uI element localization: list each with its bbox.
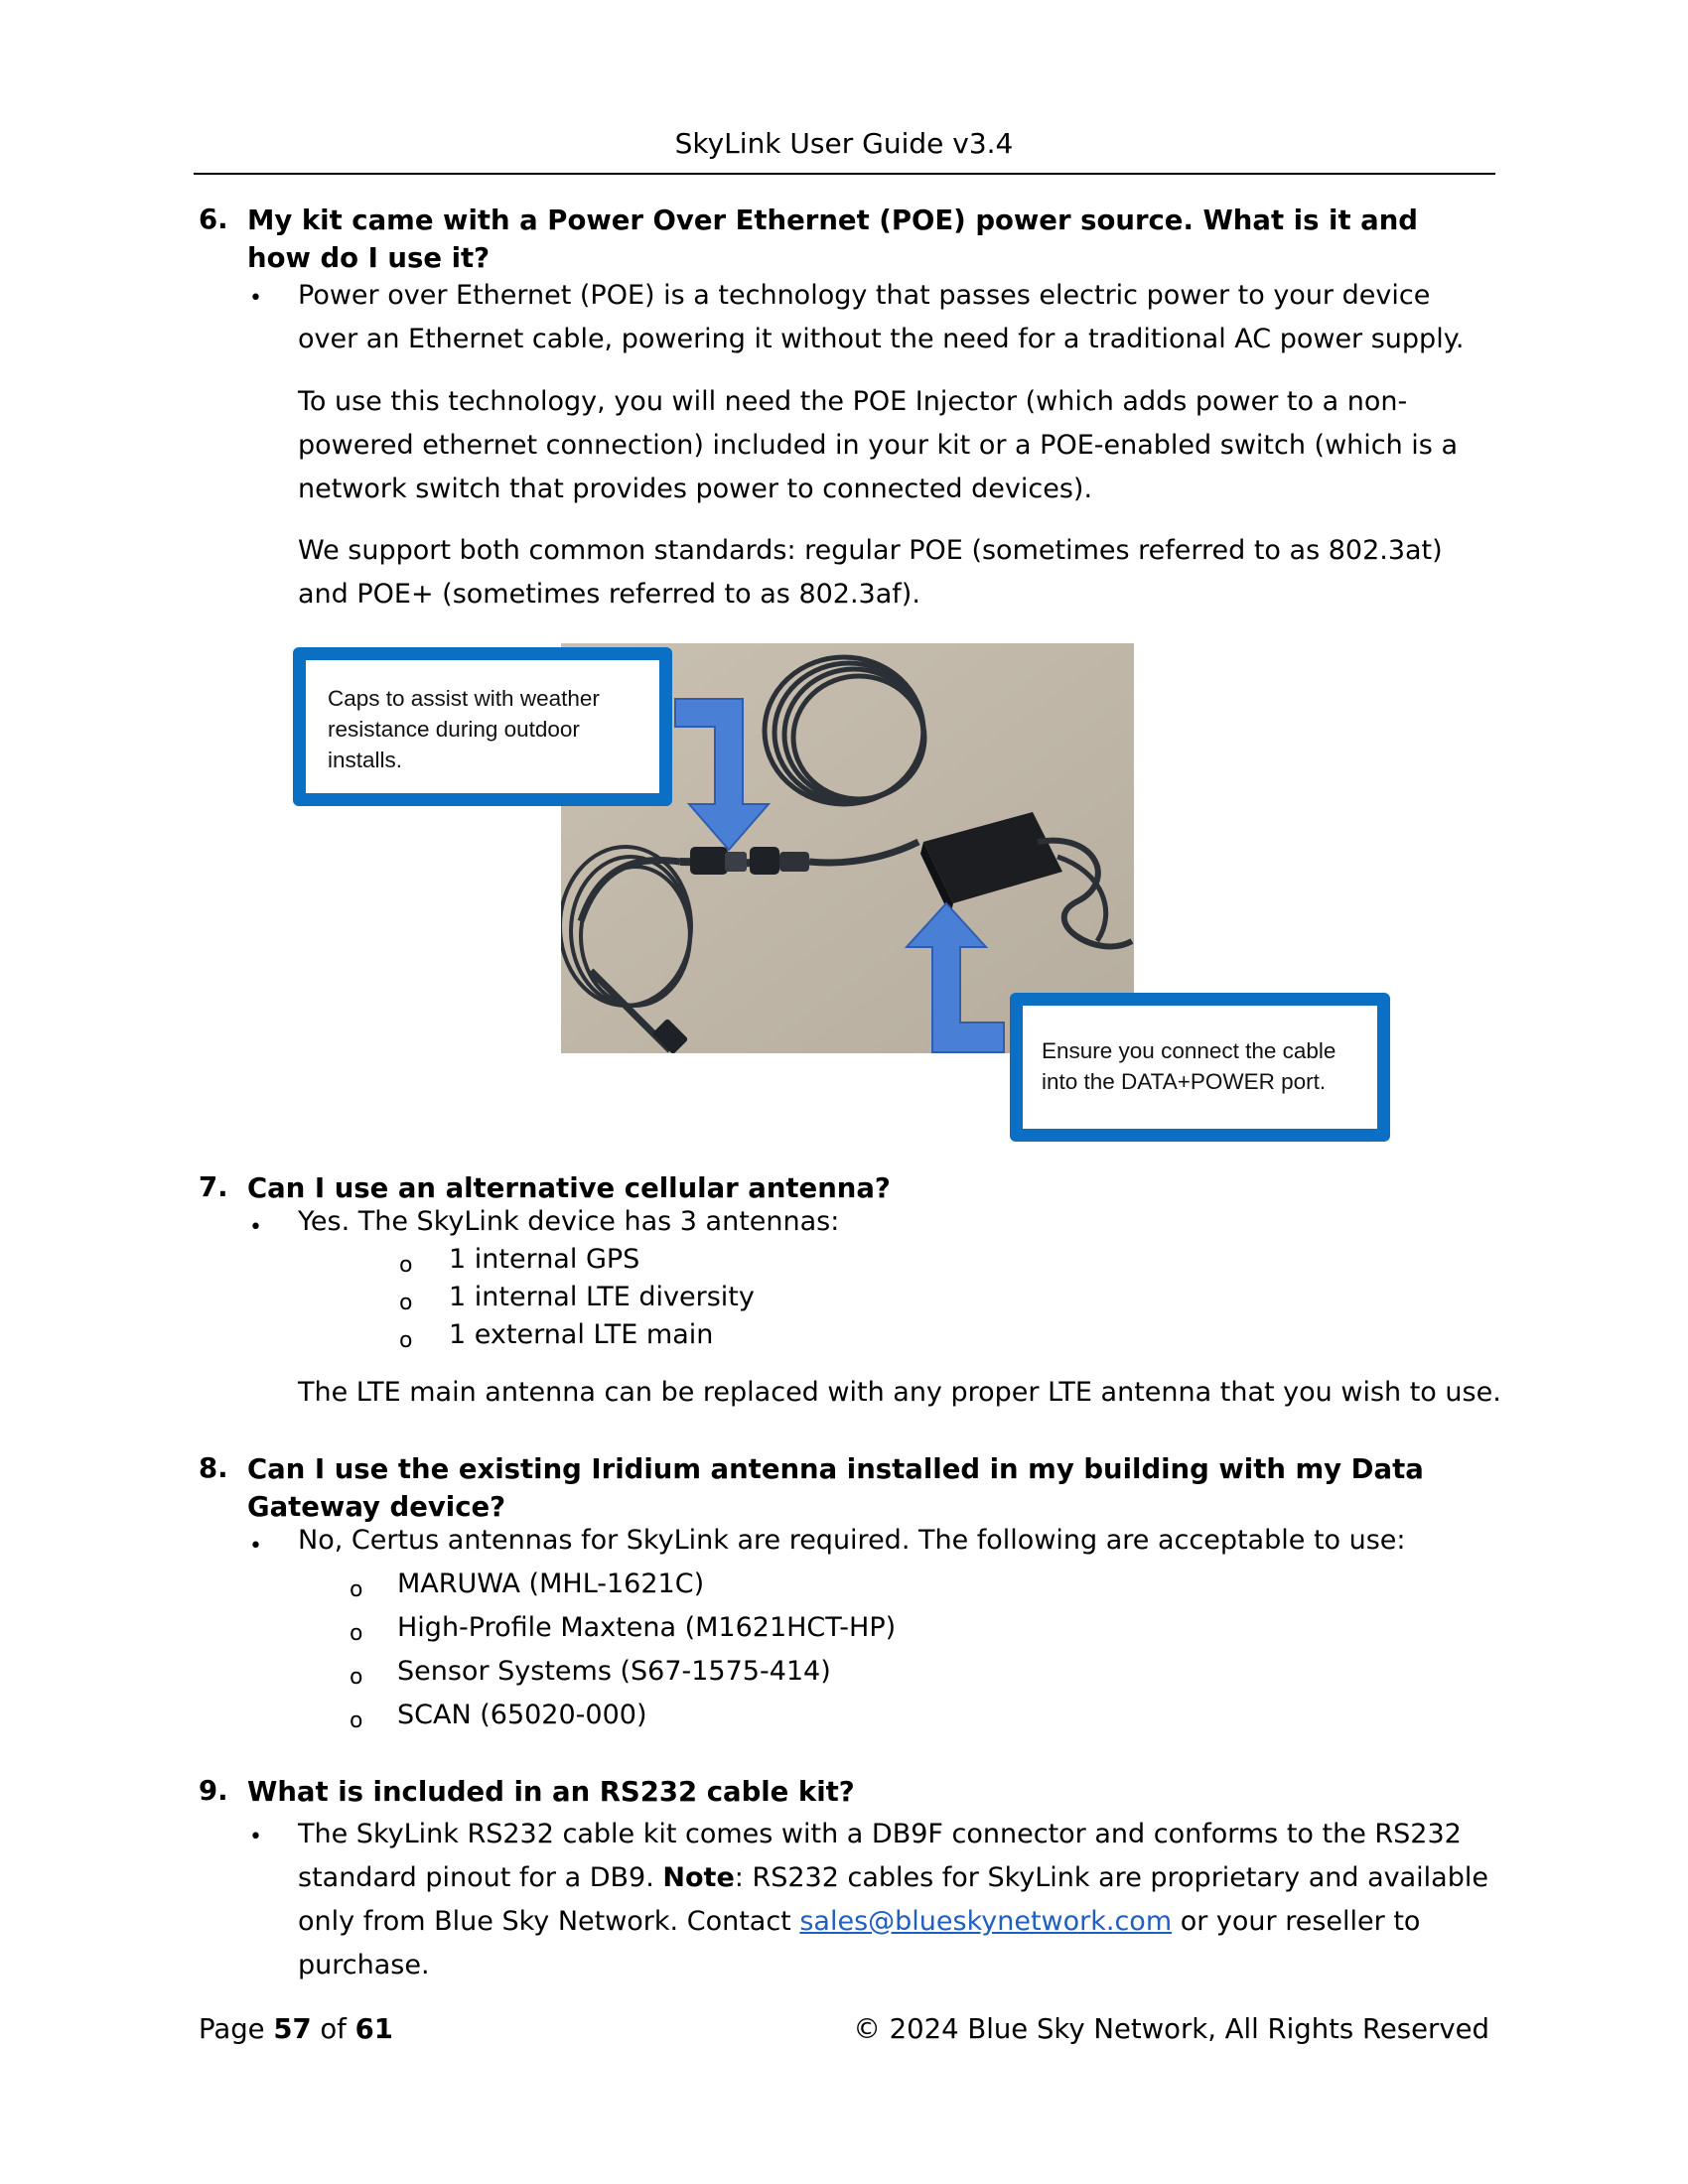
q9-answer-part-3: or your reseller to purchase. [298, 1906, 1421, 1980]
arrow-down-icon [671, 695, 780, 854]
q8-question: Can I use the existing Iridium antenna installed in my building with my Data Gateway device? [247, 1453, 1424, 1523]
page-header-title: SkyLink User Guide v3.4 [674, 127, 1014, 160]
q9-number: 9. [199, 1775, 228, 1807]
circle-bullet-icon: o [399, 1328, 413, 1353]
q6-question: My kit came with a Power Over Ethernet (POE) power source. What is it and how do I use it? [247, 205, 1418, 274]
of-word: of [320, 2013, 347, 2045]
q9-answer-part-2: : RS232 cables for SkyLink are proprietary and available only from Blue Sky Network. Contact [298, 1862, 1488, 1937]
q7-note: The LTE main antenna can be replaced with any proper LTE antenna that you wish to use. [298, 1377, 1501, 1408]
circle-bullet-icon: o [350, 1621, 363, 1646]
bullet-icon: • [249, 286, 262, 311]
q6-paragraph-2: To use this technology, you will need the POE Injector (which adds power to a non-powered ethernet connection) included in your kit or a POE-enabled switch (which is a network switch that provides power to connected devices). [298, 386, 1459, 504]
list-item: 1 internal LTE diversity [449, 1282, 755, 1312]
circle-bullet-icon: o [350, 1708, 363, 1733]
circle-bullet-icon: o [350, 1577, 363, 1602]
q6-answer: Power over Ethernet (POE) is a technology that passes electric power to your device over an Ethernet cable, powering it without the need for a traditional AC power supply. [298, 280, 1465, 354]
sales-email-link[interactable]: sales@blueskynetwork.com [799, 1906, 1173, 1937]
q9-answer-part-1: The SkyLink RS232 cable kit comes with a DB9F connector and conforms to the RS232 standard pinout for a DB9. [298, 1819, 1462, 1893]
list-item: 1 external LTE main [449, 1319, 714, 1350]
bullet-icon: • [249, 1534, 262, 1559]
q9-answer [298, 1813, 1494, 1987]
page-number [199, 2013, 393, 2045]
arrow-up-icon [901, 901, 1010, 1055]
current-page: 57 [273, 2013, 312, 2045]
q7-number: 7. [199, 1171, 228, 1203]
total-pages: 61 [354, 2013, 393, 2045]
circle-bullet-icon: o [350, 1665, 363, 1690]
header-divider [194, 173, 1495, 175]
bullet-icon: • [249, 1215, 262, 1240]
list-item: High-Profile Maxtena (M1621HCT-HP) [397, 1612, 897, 1643]
list-item: Sensor Systems (S67-1575-414) [397, 1656, 831, 1687]
q6-paragraph-3: We support both common standards: regular POE (sometimes referred to as 802.3at) and POE+ (sometimes referred to as 802.3af). [298, 535, 1443, 610]
bullet-icon: • [249, 1825, 262, 1849]
page-word: Page [199, 2013, 265, 2045]
list-item: SCAN (65020-000) [397, 1700, 647, 1730]
circle-bullet-icon: o [399, 1253, 413, 1278]
q7-question: Can I use an alternative cellular antenna? [247, 1172, 891, 1204]
callout-data-power-port: Ensure you connect the cable into the DATA+POWER port. [1010, 993, 1390, 1142]
list-item: MARUWA (MHL-1621C) [397, 1569, 705, 1599]
q8-answer: No, Certus antennas for SkyLink are required. The following are acceptable to use: [298, 1525, 1406, 1556]
q8-number: 8. [199, 1452, 228, 1484]
q7-answer: Yes. The SkyLink device has 3 antennas: [298, 1206, 840, 1237]
q9-question: What is included in an RS232 cable kit? [247, 1776, 855, 1808]
list-item: 1 internal GPS [449, 1244, 640, 1275]
circle-bullet-icon: o [399, 1291, 413, 1315]
copyright-notice: © 2024 Blue Sky Network, All Rights Reserved [853, 2013, 1489, 2045]
callout-weather-caps: Caps to assist with weather resistance during outdoor installs. [293, 647, 672, 806]
note-label: Note [662, 1862, 735, 1893]
q6-number: 6. [199, 204, 228, 235]
